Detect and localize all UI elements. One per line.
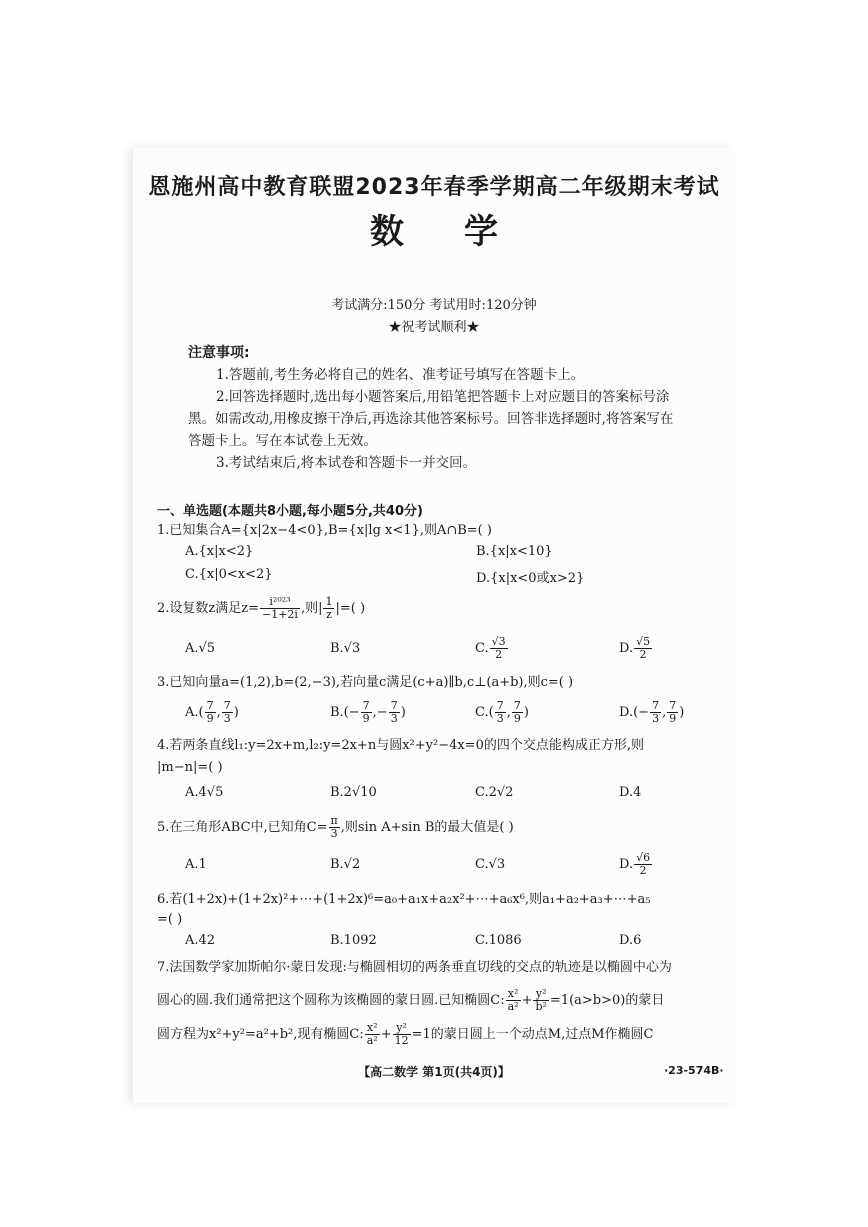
q3-option-b: [330, 700, 406, 725]
question-6-stem-line1: 6.若(1+2x)+(1+2x)²+⋯+(1+2x)⁶=a₀+a₁x+a₂x²+⋯+a₆x⁶,则a₁+a₂+a₃+⋯+a₅: [157, 892, 651, 907]
question-1-stem: 1.已知集合A={x|2x−4<0},B={x|lg x<1},则A∩B=( ): [157, 523, 492, 538]
question-7-line1: 7.法国数学家加斯帕尔·蒙日发现:与椭圆相切的两条垂直切线的交点的轨迹是以椭圆中心为: [157, 960, 672, 975]
q2-c-fraction: [490, 636, 508, 661]
question-7-line3: [157, 1022, 735, 1047]
q1-option-c: C.{x|0<x<2}: [185, 567, 273, 582]
q2-frac-num: i²⁰²³: [260, 596, 300, 609]
q5-option-a: A.1: [185, 857, 207, 872]
q3-b-frac2: [389, 700, 400, 725]
q3-d-post: ): [679, 705, 685, 720]
q7-f1-num: x²: [506, 988, 521, 1001]
q3-d-mid: ,: [662, 705, 667, 720]
q2-option-a: A.√5: [185, 641, 216, 656]
q3-a-n1: 7: [206, 699, 214, 712]
q1-option-b: B.{x|x<10}: [476, 544, 553, 559]
q3-a-frac1: [205, 700, 216, 725]
q6-option-c: C.1086: [475, 933, 522, 948]
q3-a-pre: A.(: [185, 705, 204, 720]
q3-d-n1: 7: [652, 699, 660, 712]
q3-c-d2: 9: [513, 712, 521, 725]
q4-option-a: A.4√5: [185, 785, 224, 800]
question-3-stem: 3.已知向量a=(1,2),b=(2,−3),若向量c满足(c+a)∥b,c⊥(a+b),则c=( ): [157, 675, 574, 690]
question-7-line2: [157, 988, 735, 1013]
q1-option-a: A.{x|x<2}: [185, 544, 254, 559]
q1-option-d: D.{x|x<0或x>2}: [476, 571, 585, 586]
q3-b-mid: ,−: [372, 705, 388, 720]
q5-option-b: B.√2: [330, 857, 361, 872]
q3-b-pre: B.(−: [330, 705, 360, 720]
notice-item-2c: 答题卡上。写在本试卷上无效。: [188, 433, 377, 449]
q3-option-a: [185, 700, 239, 725]
exam-title: 恩施州高中教育联盟2023年春季学期高二年级期末考试: [148, 175, 720, 200]
q7-plus: +: [521, 993, 533, 1008]
q7-line2-b: =1(a>b>0)的蒙日: [549, 993, 665, 1008]
q3-d-frac2: [667, 700, 678, 725]
q3-d-n2: 7: [669, 699, 677, 712]
q5-frac-den: 3: [330, 827, 338, 840]
q7-plus2: +: [380, 1027, 392, 1042]
notice-item-2b: 黑。如需改动,用橡皮擦干净后,再选涂其他答案标号。回答非选择题时,将答案写在: [188, 411, 674, 427]
q3-d-d1: 3: [652, 712, 660, 725]
q2-option-c: [475, 636, 509, 661]
q2-fraction: [260, 596, 300, 621]
q4-option-c: C.2√2: [475, 785, 514, 800]
q2-c-prefix: C.: [475, 641, 489, 656]
q5-fraction: [329, 815, 340, 840]
q3-a-mid: ,: [216, 705, 221, 720]
q2-frac-den: −1+2i: [262, 608, 298, 621]
q2-d-fraction: [634, 636, 652, 661]
q5-option-c: C.√3: [475, 857, 506, 872]
q2-option-d: [619, 636, 653, 661]
q2-frac2-den: z: [326, 608, 332, 621]
blessing: ★祝考试顺利★: [388, 320, 480, 335]
q2-option-b: B.√3: [330, 641, 361, 656]
q7-frac4: [393, 1022, 411, 1047]
q2-d-den: 2: [639, 648, 647, 661]
q3-a-frac2: [222, 700, 233, 725]
q7-f2-num: y²: [533, 988, 548, 1001]
q3-a-d2: 3: [223, 712, 231, 725]
q2-stem-c: |=( ): [335, 601, 366, 616]
q7-f4-den: 12: [394, 1034, 409, 1047]
q3-a-post: ): [233, 705, 239, 720]
q7-line3-a: 圆方程为x²+y²=a²+b²,现有椭圆C:: [157, 1027, 364, 1042]
q3-b-n2: 7: [390, 699, 398, 712]
q7-f3-den: a²: [366, 1034, 378, 1047]
q7-f4-num: y²: [393, 1022, 411, 1035]
q5-d-num: √6: [636, 851, 651, 864]
q7-f2-den: b²: [535, 1000, 547, 1013]
q4-option-b: B.2√10: [330, 785, 377, 800]
q7-f1-den: a²: [507, 1000, 519, 1013]
q2-c-num: √3: [491, 635, 506, 648]
q3-a-d1: 9: [206, 712, 214, 725]
q3-b-n1: 7: [362, 699, 370, 712]
q7-line2-a: 圆心的圆.我们通常把这个圆称为该椭圆的蒙日圆.已知椭圆C:: [157, 993, 505, 1008]
q5-frac-num: π: [330, 814, 338, 827]
q5-option-d: [619, 852, 653, 877]
q3-b-d2: 3: [390, 712, 398, 725]
question-5-stem: [157, 815, 735, 840]
q5-d-den: 2: [639, 864, 647, 877]
q3-c-n2: 7: [513, 699, 521, 712]
notice-block: [188, 342, 713, 474]
question-4-stem-line1: 4.若两条直线l₁:y=2x+m,l₂:y=2x+n与圆x²+y²−4x=0的四个交点能构成正方形,则: [157, 738, 644, 753]
q3-d-frac1: [650, 700, 661, 725]
q3-c-mid: ,: [506, 705, 511, 720]
q5-d-fraction: [634, 852, 652, 877]
q5-stem-b: ,则sin A+sin B的最大值是( ): [340, 820, 514, 835]
q2-stem-a: 2.设复数z满足z=: [157, 601, 259, 616]
exam-meta: 考试满分:150分 考试用时:120分钟: [331, 298, 537, 313]
q7-frac2: [533, 988, 548, 1013]
q7-frac1: [506, 988, 521, 1013]
q3-b-d1: 9: [362, 712, 370, 725]
q2-d-prefix: D.: [619, 641, 634, 656]
q6-option-a: A.42: [185, 933, 216, 948]
q3-a-n2: 7: [223, 699, 231, 712]
q5-stem-a: 5.在三角形ABC中,已知角C=: [157, 820, 328, 835]
q3-option-d: [619, 700, 684, 725]
q3-c-d1: 3: [496, 712, 504, 725]
page-footer: 【高二数学 第1页(共4页)】: [358, 1065, 510, 1079]
subject-title: 数学: [370, 212, 558, 252]
q6-option-d: D.6: [619, 933, 642, 948]
q3-c-n1: 7: [496, 699, 504, 712]
q3-c-post: ): [523, 705, 529, 720]
notice-item-3: 3.考试结束后,将本试卷和答题卡一并交回。: [216, 455, 477, 471]
q6-option-b: B.1092: [330, 933, 377, 948]
q3-d-d2: 9: [669, 712, 677, 725]
q2-c-den: 2: [495, 648, 503, 661]
notice-item-2a: 2.回答选择题时,选出每小题答案后,用铅笔把答题卡上对应题目的答案标号涂: [216, 389, 670, 405]
q7-f3-num: x²: [365, 1022, 380, 1035]
q4-option-d: D.4: [619, 785, 642, 800]
notice-title: 注意事项:: [188, 345, 250, 361]
question-2-stem: [157, 596, 735, 621]
notice-item-1: 1.答题前,考生务必将自己的姓名、准考证号填写在答题卡上。: [216, 367, 585, 383]
section-heading: 一、单选题(本题共8小题,每小题5分,共40分): [157, 504, 423, 519]
q5-d-prefix: D.: [619, 857, 634, 872]
q3-d-pre: D.(−: [619, 705, 650, 720]
q3-b-frac1: [361, 700, 372, 725]
q3-option-c: [475, 700, 529, 725]
q2-stem-b: ,则|: [300, 601, 323, 616]
q7-line3-b: =1的蒙日圆上一个动点M,过点M作椭圆C: [411, 1027, 654, 1042]
paper-code: ·23-574B·: [664, 1064, 724, 1077]
question-6-stem-line2: =( ): [157, 912, 183, 927]
q3-c-frac1: [495, 700, 506, 725]
q2-fraction-2: [323, 596, 334, 621]
q3-b-post: ): [400, 705, 406, 720]
q2-d-num: √5: [636, 635, 651, 648]
q3-c-pre: C.(: [475, 705, 494, 720]
question-4-stem-line2: |m−n|=( ): [157, 760, 223, 775]
q3-c-frac2: [512, 700, 523, 725]
q2-frac2-num: 1: [325, 595, 333, 608]
q7-frac3: [365, 1022, 380, 1047]
